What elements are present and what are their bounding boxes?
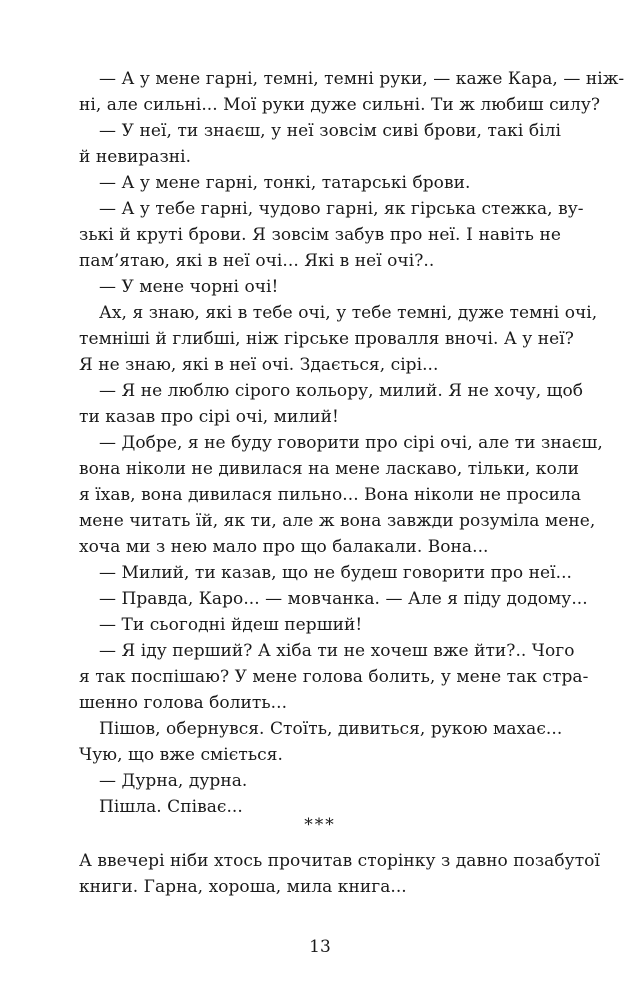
text-line: А ввечері ніби хтось прочитав сторінку з давно позабутої bbox=[79, 851, 600, 871]
text-line: — Я іду перший? А хіба ти не хочеш вже йти?.. Чого bbox=[99, 641, 575, 661]
page-number: 13 bbox=[309, 937, 331, 957]
text-line: — Милий, ти казав, що не будеш говорити про неї... bbox=[99, 563, 572, 583]
text-line: — Правда, Каро... — мовчанка. — Але я піду додому... bbox=[99, 589, 588, 609]
body-text bbox=[79, 66, 625, 820]
text-line: хоча ми з нею мало про що балакали. Вона... bbox=[79, 537, 489, 557]
text-line: я їхав, вона дивилася пильно... Вона ніколи не просила bbox=[79, 485, 582, 505]
text-line: вона ніколи не дивилася на мене ласкаво, тільки, коли bbox=[79, 459, 579, 479]
text-line: — У неї, ти знаєш, у неї зовсім сиві брови, такі білі bbox=[99, 121, 561, 141]
text-line: — Дурна, дурна. bbox=[99, 771, 248, 791]
text-line: — Добре, я не буду говорити про сірі очі, але ти знаєш, bbox=[99, 433, 603, 453]
text-line: — А у мене гарні, темні, темні руки, — каже Кара, — ніж- bbox=[99, 69, 625, 89]
text-line: — Я не люблю сірого кольору, милий. Я не хочу, щоб bbox=[99, 381, 584, 401]
text-line: й невиразні. bbox=[79, 147, 192, 167]
text-line: Пішов, обернувся. Стоїть, дивиться, рукою махає... bbox=[99, 719, 563, 739]
text-line: — А у мене гарні, тонкі, татарські брови. bbox=[99, 173, 471, 193]
text-line: ти казав про сірі очі, милий! bbox=[79, 407, 339, 427]
text-line: шенно голова болить... bbox=[79, 693, 288, 713]
section-separator: *** bbox=[304, 815, 336, 835]
text-line: мене читать їй, як ти, але ж вона завжди розуміла мене, bbox=[79, 511, 596, 531]
text-line: Чую, що вже сміється. bbox=[79, 745, 283, 765]
text-line: — Ти сьогодні йдеш перший! bbox=[99, 615, 363, 635]
text-line: пам’ятаю, які в неї очі... Які в неї очі?.. bbox=[79, 251, 435, 271]
text-line: я так поспішаю? У мене голова болить, у мене так стра- bbox=[79, 667, 589, 687]
text-line: ні, але сильні... Мої руки дуже сильні. Ти ж любиш силу? bbox=[79, 95, 601, 115]
text-line: Пішла. Співає... bbox=[99, 797, 243, 817]
text-line: книги. Гарна, хороша, мила книга... bbox=[79, 877, 407, 897]
text-line: зькі й круті брови. Я зовсім забув про неї. І навіть не bbox=[79, 225, 561, 245]
closing-paragraph bbox=[79, 848, 600, 900]
text-line: темніші й глибші, ніж гірське провалля вночі. А у неї? bbox=[79, 329, 574, 349]
text-line: Ах, я знаю, які в тебе очі, у тебе темні, дуже темні очі, bbox=[99, 303, 598, 323]
text-line: — У мене чорні очі! bbox=[99, 277, 279, 297]
text-line: Я не знаю, які в неї очі. Здається, сірі... bbox=[79, 355, 439, 375]
text-line: — А у тебе гарні, чудово гарні, як гірська стежка, ву- bbox=[99, 199, 584, 219]
